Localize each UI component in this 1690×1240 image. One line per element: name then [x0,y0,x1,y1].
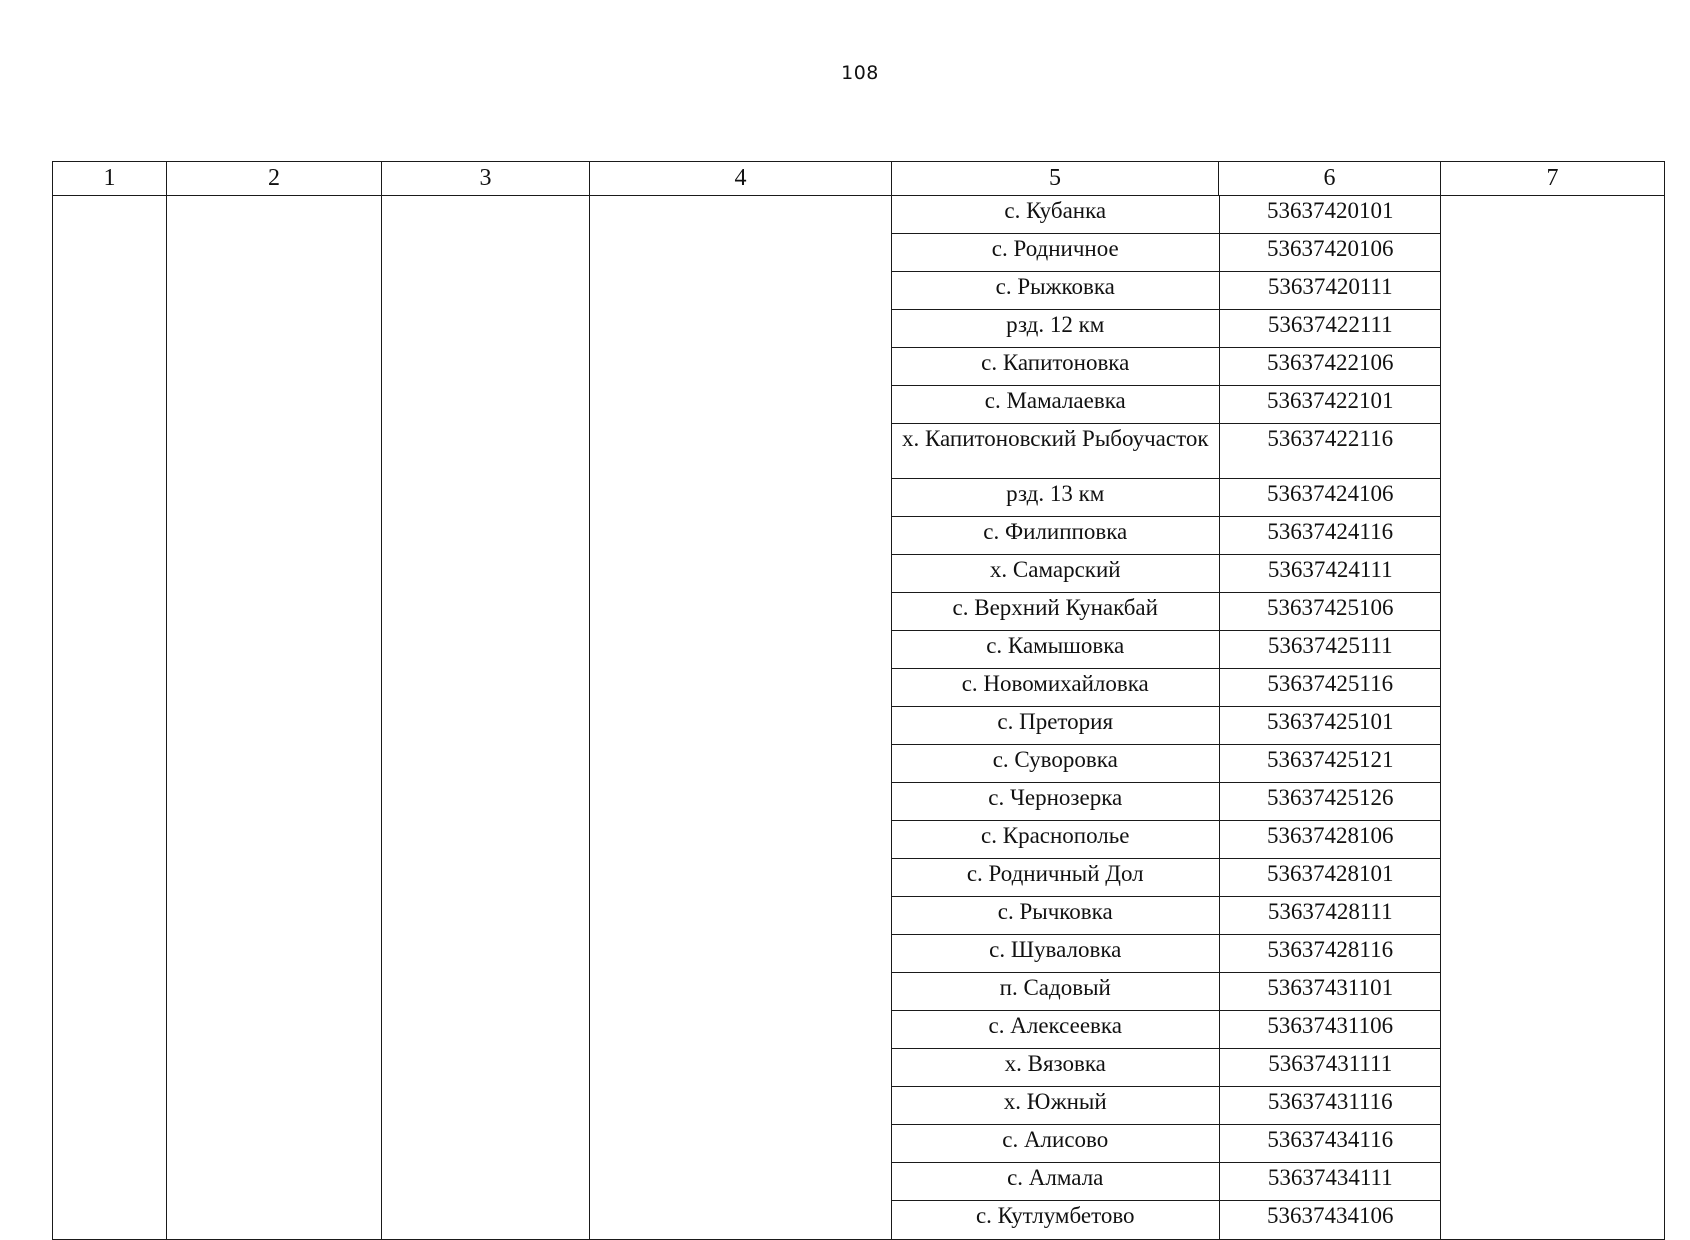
settlement-code: 53637431106 [1219,1011,1441,1049]
settlement-name: с. Шуваловка [892,935,1219,973]
settlement-code: 53637428106 [1219,821,1441,859]
settlement-name: х. Южный [892,1087,1219,1125]
table-row [892,669,1441,707]
settlement-name: с. Суворовка [892,745,1219,783]
table-row [892,1125,1441,1163]
settlement-name: с. Капитоновка [892,348,1219,386]
settlement-code: 53637420111 [1219,272,1441,310]
settlement-name: п. Садовый [892,973,1219,1011]
column-header-6: 6 [1219,162,1441,196]
settlement-name: с. Родничный Дол [892,859,1219,897]
settlement-name: рзд. 13 км [892,479,1219,517]
settlement-name: с. Кубанка [892,196,1219,234]
table-row [892,935,1441,973]
settlement-code: 53637434111 [1219,1163,1441,1201]
table-row [892,310,1441,348]
table-row [892,1163,1441,1201]
settlement-name: с. Краснополье [892,821,1219,859]
table-row [892,859,1441,897]
table-row [892,386,1441,424]
table-row [892,348,1441,386]
settlement-name: с. Рыжковка [892,272,1219,310]
settlement-name: рзд. 12 км [892,310,1219,348]
settlement-name: с. Алмала [892,1163,1219,1201]
settlement-code: 53637428116 [1219,935,1441,973]
table-row [892,424,1441,479]
settlements-table [52,161,1665,1240]
settlement-code: 53637425106 [1219,593,1441,631]
page-number: 108 [841,62,879,84]
settlement-name: х. Капитоновский Рыбоучасток [892,424,1219,479]
table-row [892,1087,1441,1125]
column-header-2: 2 [167,162,382,196]
settlement-code: 53637425101 [1219,707,1441,745]
table-row [892,1011,1441,1049]
settlement-code: 53637422101 [1219,386,1441,424]
table-row [892,1049,1441,1087]
table-row [892,783,1441,821]
settlement-name: с. Филипповка [892,517,1219,555]
settlement-code: 53637431101 [1219,973,1441,1011]
settlement-name: с. Чернозерка [892,783,1219,821]
table-row [892,973,1441,1011]
settlement-code: 53637420101 [1219,196,1441,234]
table-row [892,593,1441,631]
column-3-cell [382,196,590,1240]
settlement-code: 53637420106 [1219,234,1441,272]
settlement-code: 53637422111 [1219,310,1441,348]
column-1-cell [53,196,167,1240]
settlement-code: 53637424106 [1219,479,1441,517]
settlement-code: 53637425116 [1219,669,1441,707]
column-2-cell [167,196,382,1240]
settlement-code: 53637434116 [1219,1125,1441,1163]
table-row [892,555,1441,593]
column-header-7: 7 [1441,162,1665,196]
settlement-code: 53637424111 [1219,555,1441,593]
settlement-name: х. Вязовка [892,1049,1219,1087]
table-row [892,234,1441,272]
column-header-3: 3 [382,162,590,196]
column-header-4: 4 [590,162,892,196]
settlement-code: 53637425121 [1219,745,1441,783]
settlement-name: с. Камышовка [892,631,1219,669]
settlement-name: с. Алексеевка [892,1011,1219,1049]
settlement-code: 53637425111 [1219,631,1441,669]
settlement-list [892,196,1441,1239]
table-row [892,1201,1441,1240]
settlement-code: 53637425126 [1219,783,1441,821]
settlement-name: с. Претория [892,707,1219,745]
settlement-name: с. Рычковка [892,897,1219,935]
settlement-name: с. Алисово [892,1125,1219,1163]
settlement-name: с. Кутлумбетово [892,1201,1219,1240]
settlement-code: 53637428111 [1219,897,1441,935]
settlement-name: с. Верхний Кунакбай [892,593,1219,631]
header-row [53,162,1665,196]
settlement-code: 53637431111 [1219,1049,1441,1087]
settlement-code: 53637428101 [1219,859,1441,897]
column-header-5: 5 [892,162,1219,196]
settlement-code: 53637431116 [1219,1087,1441,1125]
settlement-code: 53637422106 [1219,348,1441,386]
table-row [892,707,1441,745]
settlement-code: 53637422116 [1219,424,1441,479]
settlement-name: с. Мамалаевка [892,386,1219,424]
settlement-name: с. Родничное [892,234,1219,272]
table-row [892,897,1441,935]
settlement-name: с. Новомихайловка [892,669,1219,707]
table-row [892,479,1441,517]
table-row [892,517,1441,555]
settlement-name: х. Самарский [892,555,1219,593]
column-header-1: 1 [53,162,167,196]
table-body-row [53,196,1665,1240]
table-row [892,745,1441,783]
table-row [892,272,1441,310]
settlement-code: 53637424116 [1219,517,1441,555]
column-4-cell [590,196,892,1240]
settlement-code: 53637434106 [1267,1203,1394,1228]
table-row [892,821,1441,859]
table-row [892,196,1441,234]
table-row [892,631,1441,669]
settlement-list-cell [892,196,1441,1240]
column-7-cell [1441,196,1665,1240]
